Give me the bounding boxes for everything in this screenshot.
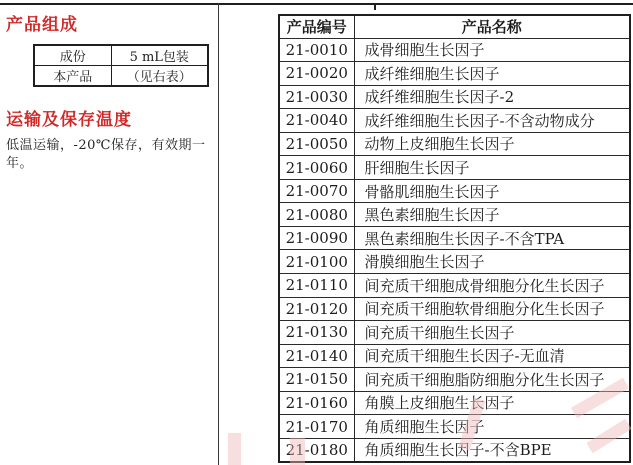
composition-table	[33, 44, 209, 87]
table-row	[279, 391, 630, 415]
composition-label-cell: 成份	[34, 45, 111, 66]
table-row	[279, 132, 630, 156]
product-code-cell: 21-0120	[279, 297, 354, 321]
product-code-cell: 21-0160	[279, 391, 354, 415]
table-row	[279, 38, 630, 62]
product-code-cell: 21-0100	[279, 250, 354, 274]
product-name-cell: 间充质干细胞成骨细胞分化生长因子	[354, 273, 630, 297]
table-row	[279, 321, 630, 345]
table-row	[279, 368, 630, 392]
product-name-cell: 黑色素细胞生长因子-不含TPA	[354, 226, 630, 250]
product-name-header: 产品名称	[354, 15, 630, 38]
table-row	[34, 66, 208, 87]
section-title-storage-temperature: 运输及保存温度	[6, 110, 132, 130]
product-code-cell: 21-0180	[279, 438, 354, 462]
table-row	[279, 156, 630, 180]
product-name-cell: 滑膜细胞生长因子	[354, 250, 630, 274]
product-code-cell: 21-0150	[279, 368, 354, 392]
storage-instructions-text: 低温运输，-20℃保存，有效期一年。	[6, 138, 206, 171]
table-row	[279, 85, 630, 109]
table-row	[279, 250, 630, 274]
product-code-cell: 21-0030	[279, 85, 354, 109]
product-code-cell: 21-0060	[279, 156, 354, 180]
composition-value-cell: 5 mL包装	[111, 45, 208, 66]
table-row	[279, 415, 630, 439]
product-name-cell: 角膜上皮细胞生长因子	[354, 391, 630, 415]
product-name-cell: 动物上皮细胞生长因子	[354, 132, 630, 156]
product-name-cell: 间充质干细胞脂防细胞分化生长因子	[354, 368, 630, 392]
product-name-cell: 黑色素细胞生长因子	[354, 203, 630, 227]
table-row	[279, 62, 630, 86]
table-row	[279, 344, 630, 368]
product-code-cell: 21-0070	[279, 179, 354, 203]
table-row	[279, 109, 630, 133]
product-code-cell: 21-0040	[279, 109, 354, 133]
product-code-cell: 21-0020	[279, 62, 354, 86]
table-row	[279, 273, 630, 297]
product-name-cell: 间充质干细胞生长因子	[354, 321, 630, 345]
section-title-product-composition: 产品组成	[6, 15, 78, 35]
product-table-container	[278, 14, 631, 463]
product-name-cell: 角质细胞生长因子	[354, 415, 630, 439]
product-code-cell: 21-0140	[279, 344, 354, 368]
product-name-cell: 成纤维细胞生长因子	[354, 62, 630, 86]
product-code-header: 产品编号	[279, 15, 354, 38]
product-code-cell: 21-0050	[279, 132, 354, 156]
table-row	[34, 45, 208, 66]
table-row	[279, 179, 630, 203]
composition-table-container	[33, 44, 214, 87]
product-name-cell: 成纤维细胞生长因子-不含动物成分	[354, 109, 630, 133]
table-row	[279, 226, 630, 250]
composition-label-cell: 本产品	[34, 66, 111, 87]
page-top-tick-mark	[374, 5, 376, 10]
product-table	[278, 14, 631, 463]
product-name-cell: 角质细胞生长因子-不含BPE	[354, 438, 630, 462]
product-name-cell: 间充质干细胞软骨细胞分化生长因子	[354, 297, 630, 321]
product-name-cell: 肝细胞生长因子	[354, 156, 630, 180]
table-row	[279, 297, 630, 321]
product-code-cell: 21-0080	[279, 203, 354, 227]
product-code-cell: 21-0130	[279, 321, 354, 345]
product-name-cell: 骨骼肌细胞生长因子	[354, 179, 630, 203]
watermark-fragment	[228, 433, 241, 465]
product-code-cell: 21-0010	[279, 38, 354, 62]
table-row	[279, 438, 630, 462]
product-code-cell: 21-0090	[279, 226, 354, 250]
product-name-cell: 成纤维细胞生长因子-2	[354, 85, 630, 109]
table-row	[279, 203, 630, 227]
product-code-cell: 21-0110	[279, 273, 354, 297]
left-panel	[6, 10, 214, 173]
page-top-rule	[0, 3, 633, 5]
product-code-cell: 21-0170	[279, 415, 354, 439]
product-name-cell: 间充质干细胞生长因子-无血清	[354, 344, 630, 368]
product-table-header-row	[279, 15, 630, 38]
composition-value-cell: （见右表）	[111, 66, 208, 87]
column-divider-line	[218, 3, 219, 465]
product-name-cell: 成骨细胞生长因子	[354, 38, 630, 62]
